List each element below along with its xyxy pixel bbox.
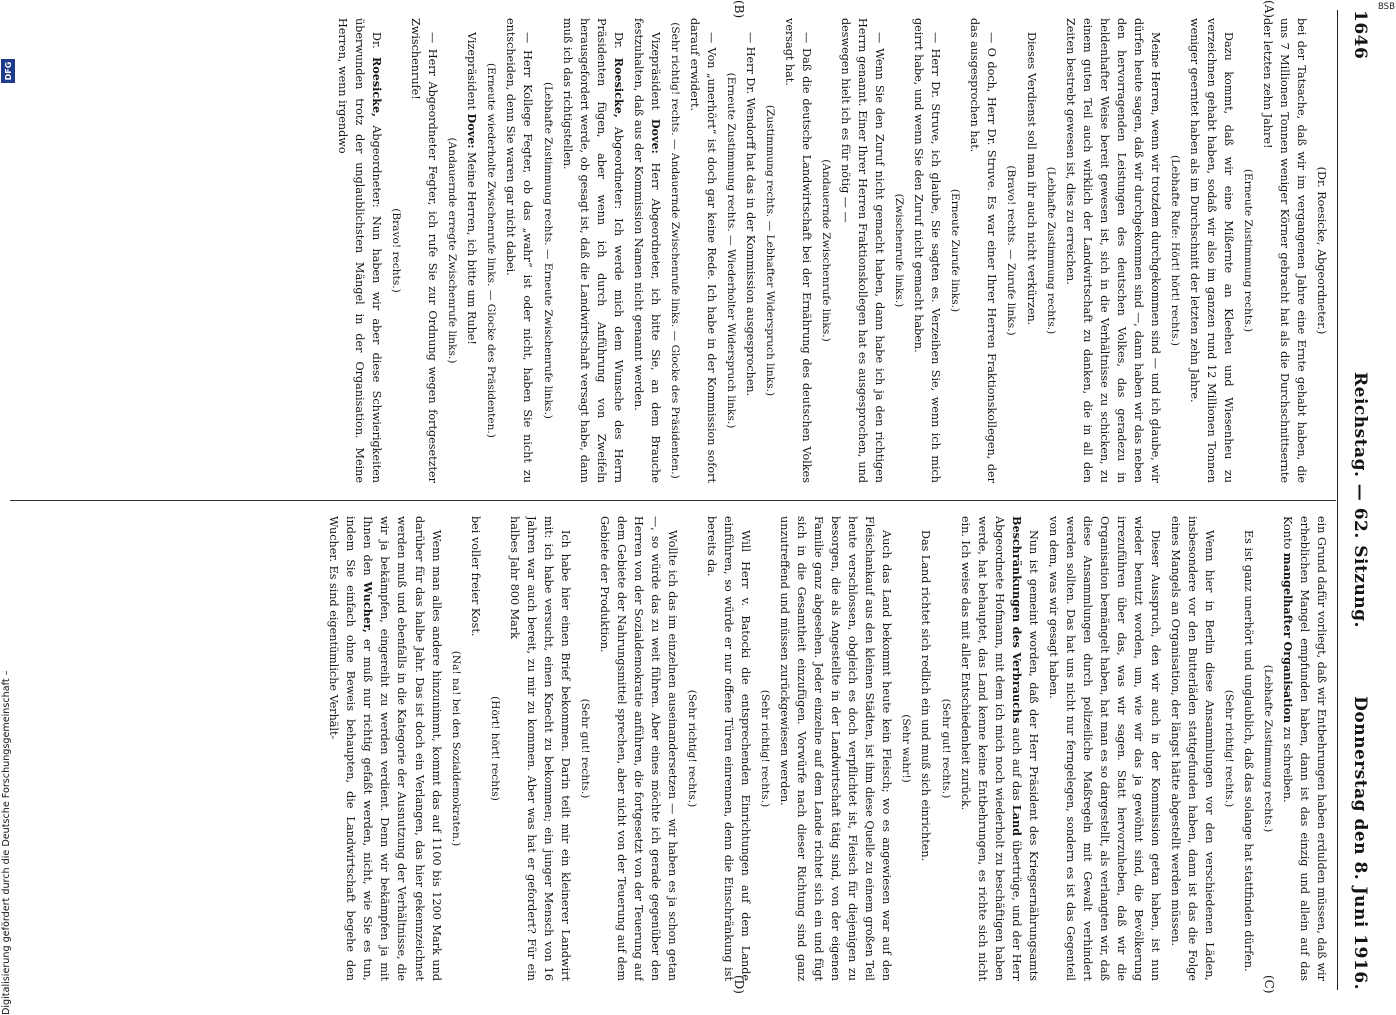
margin-mark-d: (D)	[732, 975, 746, 994]
interjection: (Sehr richtig! rechts.)	[686, 689, 699, 808]
paragraph	[957, 516, 1042, 981]
paragraph: Wollte ich das im einzelnen auseinandersetzen — wir haben es ja schon getan —, so würde das zu weit führen. Aber eines möchte ich gerade gegenüber den Herren von der Sozialdemokratie anführen, die fortgesetzt von der Teuerung auf dem Gebiete der Nahrungsmittel sprechen, aber nicht von der Teuerung auf dem Gebiete der Produktion.	[597, 516, 679, 981]
text-run: auch auf das	[1009, 727, 1023, 801]
column-divider	[10, 500, 1336, 501]
paragraph	[1279, 516, 1330, 981]
paragraph	[325, 516, 444, 981]
interjection: (Erneute Zustimmung rechts.)	[1241, 168, 1254, 333]
paragraph-vizepraesident	[463, 18, 480, 483]
speaker-continuation: (Dr. Roesicke, Abgeordneter.)	[1315, 166, 1328, 335]
margin-mark-c: (C)	[1262, 975, 1276, 994]
paragraph-vizepraesident	[630, 18, 664, 483]
paragraph: — Von „unerhört“ ist doch gar keine Rede. Ich habe in der Kommission sofort darauf erwidert.	[687, 18, 718, 483]
paragraph: Dieses Verdienst soll man ihr auch nicht verkürzen.	[1024, 32, 1038, 326]
interjection: (Lebhafte Zustimmung rechts.)	[1261, 664, 1274, 833]
paragraph: — Daß die deutsche Landwirtschaft bei der Ernährung des deutschen Volkes versagt hat.	[783, 18, 814, 483]
interjection: (Andauernde erregte Zwischenrufe links.)	[446, 137, 459, 364]
paragraph: — Herr Dr. Wendorff hat das in der Kommission ausgesprochen.	[743, 32, 757, 397]
paragraph: — O doch, Herr Dr. Struve. Es war einer Ihrer Herren Fraktionskollegen, der das ausgesprochen hat.	[968, 18, 999, 483]
interjection: (Hört! hört! rechts)	[488, 696, 501, 801]
paragraph: Es ist ganz unerhört und unglaublich, daß das solange hat stattfinden dürfen.	[1241, 530, 1255, 972]
emphasis: Beschränkungen des Verbrauchs	[1009, 516, 1024, 724]
paragraph: — Herr Abgeordneter Fegter, ich rufe Sie zur Ordnung wegen fortgesetzter Zwischenrufe!	[409, 18, 440, 483]
text-run: Wenn man alles andere hinzunimmt, kommt das auf 1100 bis 1200 Mark und darüber für das halbe Jahr. Das ist doch ein Verlangen, das hier gekennzeichnet werden muß und ebenfalls in die Kategorie der Ausnutzung der Verhältnisse, die wir ja bekämpfen, eingereiht zu werden verdient. Denn wir bekämpfen ja mit Ihnen den	[361, 516, 443, 981]
text-run: ein Grund dafür vorliegt, daß wir Entbehrungen haben erdulden müssen, daß wir erheblichen Mangel empfunden haben, dann ist das einzig und allein auf das Konto	[1280, 516, 1328, 981]
paragraph: Will Herr v. Batocki die entsprechenden Einrichtungen auf dem Lande einführen, so würde er nur offene Türen einrennen, denn die Einschränkung ist bereits da.	[705, 516, 753, 981]
paragraph-roesicke	[559, 18, 627, 483]
interjection: (Sehr richtig! rechts.)	[759, 689, 772, 808]
speaker-title: Dr.	[370, 32, 384, 49]
interjection: (Sehr richtig! rechts. — Andauernde Zwischenrufe links. — Glocke des Präsidenten.)	[668, 22, 681, 479]
speech-text: Meine Herren, ich bitte um Ruhe!	[465, 152, 479, 345]
paragraph: Das Land richtet sich redlich ein und muß sich einrichten.	[919, 530, 933, 862]
interjection: (Sehr wahr!)	[900, 714, 913, 783]
paragraph: bei der Tatsache, daß wir im vergangenen Jahre eine Ernte gehabt haben, die uns 7 Millionen Tonnen weniger Körner gebracht hat als die Durchschnittsernte der letzten zehn Jahre!	[1260, 18, 1308, 483]
footer-strip	[1, 55, 15, 1015]
paragraph: Auch das Land bekommt heute kein Fleisch; wo es angewiesen war auf den Fleischankauf aus den kleinen Städten, ist ihm diese Quelle zu einem großen Teil heute verschlossen, obgleich es doch verpflichtet ist, Fleisch für diejenigen zu besorgen, die als Angestellte in der Landwirtschaft tätig sind, von der eigenen Familie ganz abgesehen. Jeder einzelne auf dem Lande richtet sich ein und fügt sich in die Gesamtheit einzufügen. Vorwürfe nach dieser Richtung sind ganz unzutreffend und müssen zurückgewiesen werden.	[778, 516, 894, 981]
left-column	[10, 18, 1330, 483]
speech-text: Abgeordneter: Ich werde mich dem Wunsche des Herrn Präsidenten fügen, aber wenn ich durch Anführung von Zweifeln herausgefordert werde, ob gesagt ist, daß die Landwirtschaft versagt habe, dann muß ich das richtigstellen.	[560, 18, 625, 483]
paragraph: Ich habe hier einen Brief bekommen. Darin teilt mir ein kleinerer Landwirt mit: ich habe versucht, einen Knecht zu bekommen; ein junger Mensch von 16 Jahren war auch bereit, zu mir zu kommen. Aber was hat er gefordert? Für ein halbes Jahr 800 Mark	[507, 516, 572, 981]
header-rule	[1337, 10, 1338, 990]
text-run: zu schreiben.	[1280, 726, 1294, 803]
interjection: (Lebhafte Zustimmung rechts. — Erneute Zwischenrufe links.)	[541, 82, 554, 419]
page-number: 1646	[1350, 10, 1370, 60]
speaker-name: Dove:	[465, 113, 480, 149]
right-column	[10, 516, 1330, 981]
paragraph: Wenn hier in Berlin diese Ansammlungen vor den verschiedenen Läden, insbesondere vor den Butterläden stattgefunden haben, dann ist das die Folge eines Mangels an Organisation, der längst hätte abgestellt werden müssen.	[1168, 516, 1216, 981]
interjection: (Bravo! rechts. — Zurufe links.)	[1005, 165, 1018, 336]
speech-text: Herr Abgeordneter, ich bitte Sie, an dem Brauche festzuhalten, daß aus der Kommission Namen nicht genannt werden.	[631, 18, 662, 483]
paragraph: Meine Herren, wenn wir trotzdem durchgekommen sind — und ich glaube, wir dürfen heute sagen, daß wir durchgekommen sind —, dann haben wir das neben den hervorragenden Leistungen des deutschen Volkes, das geradezu in heldenhafter Weise bereit gewesen ist, sich in die Verhältnisse zu schicken, zu einem guten Teil auch wirklich der Landwirtschaft zu danken, die in all den Zeiten bestrebt gewesen ist, dies zu erreichen.	[1063, 18, 1162, 483]
paragraph: — Wenn Sie den Zuruf nicht gemacht haben, dann habe ich ja den richtigen Herrn genannt. Einer Ihrer Herren Fraktionskollegen hat es ausgesprochen, und deswegen hielt ich es für nötig — —	[839, 18, 887, 483]
paragraph-roesicke	[334, 18, 385, 483]
emphasis: Wucher,	[361, 581, 376, 633]
speaker-role: Vizepräsident	[648, 32, 662, 110]
footer-credit: Digitalisierung gefördert durch die Deutsche Forschungsgemeinschaft –	[1, 670, 12, 1015]
paragraph: — Herr Dr. Struve, ich glaube, Sie sagten es. Verzeihen Sie, wenn ich mich geirrt habe, und wenn Sie den Zuruf nicht gemacht haben.	[912, 18, 943, 483]
interjection: (Erneute wiederholte Zwischenrufe links. — Glocke des Präsidenten.)	[485, 63, 498, 438]
interjection: (Andauernde Zwischenrufe links.)	[820, 159, 833, 342]
text-run: er muß nur richtig gefaßt werden, nicht, wie Sie es tun, indem Sie einfach ohne Beweis behaupten, die Landwirtschaft begehe den Wucher. Es sind eigentümliche Verhält-	[327, 516, 375, 981]
paragraph: bei voller freier Kost.	[468, 516, 482, 637]
margin-mark-b: (B)	[732, 0, 746, 19]
interjection: (Sehr gut! rechts.)	[578, 698, 591, 799]
emphasis: Land	[1009, 804, 1024, 836]
interjection: (Sehr richtig! rechts.)	[1222, 689, 1235, 808]
text-run: Nun ist gemeint worden, daß der Herr Präsident des Kriegsernährungsamts	[1026, 530, 1040, 981]
emphasis: mangelhafter Organisation	[1280, 552, 1295, 724]
interjection: (Lebhafte Rufe: Hört! hört! rechts.)	[1168, 154, 1181, 347]
speaker-name: Roesicke,	[611, 57, 626, 118]
interjection: (Zwischenrufe links.)	[893, 193, 906, 308]
library-mark: BSB	[1378, 2, 1395, 12]
dfg-logo: DFG	[1, 59, 15, 83]
speaker-role: Vizepräsident	[465, 32, 479, 110]
interjection: (Zustimmung rechts. — Lebhafter Widerspruch links.)	[763, 104, 776, 397]
speaker-name: Dove:	[648, 118, 663, 154]
speaker-name: Roesicke,	[370, 56, 385, 117]
session-date: Donnerstag den 8. Juni 1916.	[1350, 696, 1370, 990]
interjection: (Na! na! bei den Sozialdemokraten.)	[449, 650, 462, 847]
paragraph: Dazu kommt, daß wir eine Mißernte an Kleeheu und Wiesenheu zu verzeichnen gehabt haben, sodaß wir also im ganzen rund 12 Millionen Tonnen weniger geerntet haben als im Durchschnitt der letzten zehn Jahre.	[1187, 18, 1235, 483]
page-header	[1344, 10, 1374, 990]
interjection: (Lebhafte Zustimmung rechts.)	[1044, 166, 1057, 335]
interjection: (Bravo! rechts.)	[390, 208, 403, 293]
interjection: (Sehr gut! rechts.)	[939, 698, 952, 799]
speech-text: Abgeordneter: Nun haben wir aber diese Schwierigkeiten überwunden trotz der unglaublichsten Mängel in der Organisation. Meine Herren, wenn irgendwo	[336, 18, 384, 483]
paragraph: Dieser Ausspruch, den wir auch in der Kommission getan haben, ist nun wieder benutzt worden, um, wie wir das ja gewöhnt sind, die Bevölkerung irrezuführen über das, was wir sagen. Statt hervorzuheben, daß wir die Organisation bemängelt haben, hat man es so dargestellt, als verlangten wir, daß diese Ansammlungen durch polizeiliche Maßregeln mit Gewalt verhindert werden sollten. Das hat uns nicht nur ferngelegen, sondern es ist das Gegenteil von dem, was wir gesagt haben.	[1046, 516, 1162, 981]
paragraph: — Herr Kollege Fegter, ob das „wahr“ ist oder nicht, haben Sie nicht zu entscheiden, denn Sie waren gar nicht dabei.	[504, 18, 535, 483]
margin-mark-a: (A)	[1262, 0, 1276, 19]
text-run: übertrüge, und der Herr Abgeordnete Hofmann, mit dem ich mich noch wiederholt zu beschäftigen haben werde, hat behauptet, das Land kenne keine Entbehrungen, es richte sich nicht ein. Ich weise das mit aller Entschiedenheit zurück.	[958, 516, 1023, 981]
interjection: (Erneute Zustimmung rechts. — Wiederholter Widerspruch links.)	[724, 72, 737, 429]
running-title: Reichstag. — 62. Sitzung.	[1350, 372, 1370, 628]
speaker-title: Dr.	[611, 32, 625, 49]
interjection: (Erneute Zurufe links.)	[949, 188, 962, 313]
